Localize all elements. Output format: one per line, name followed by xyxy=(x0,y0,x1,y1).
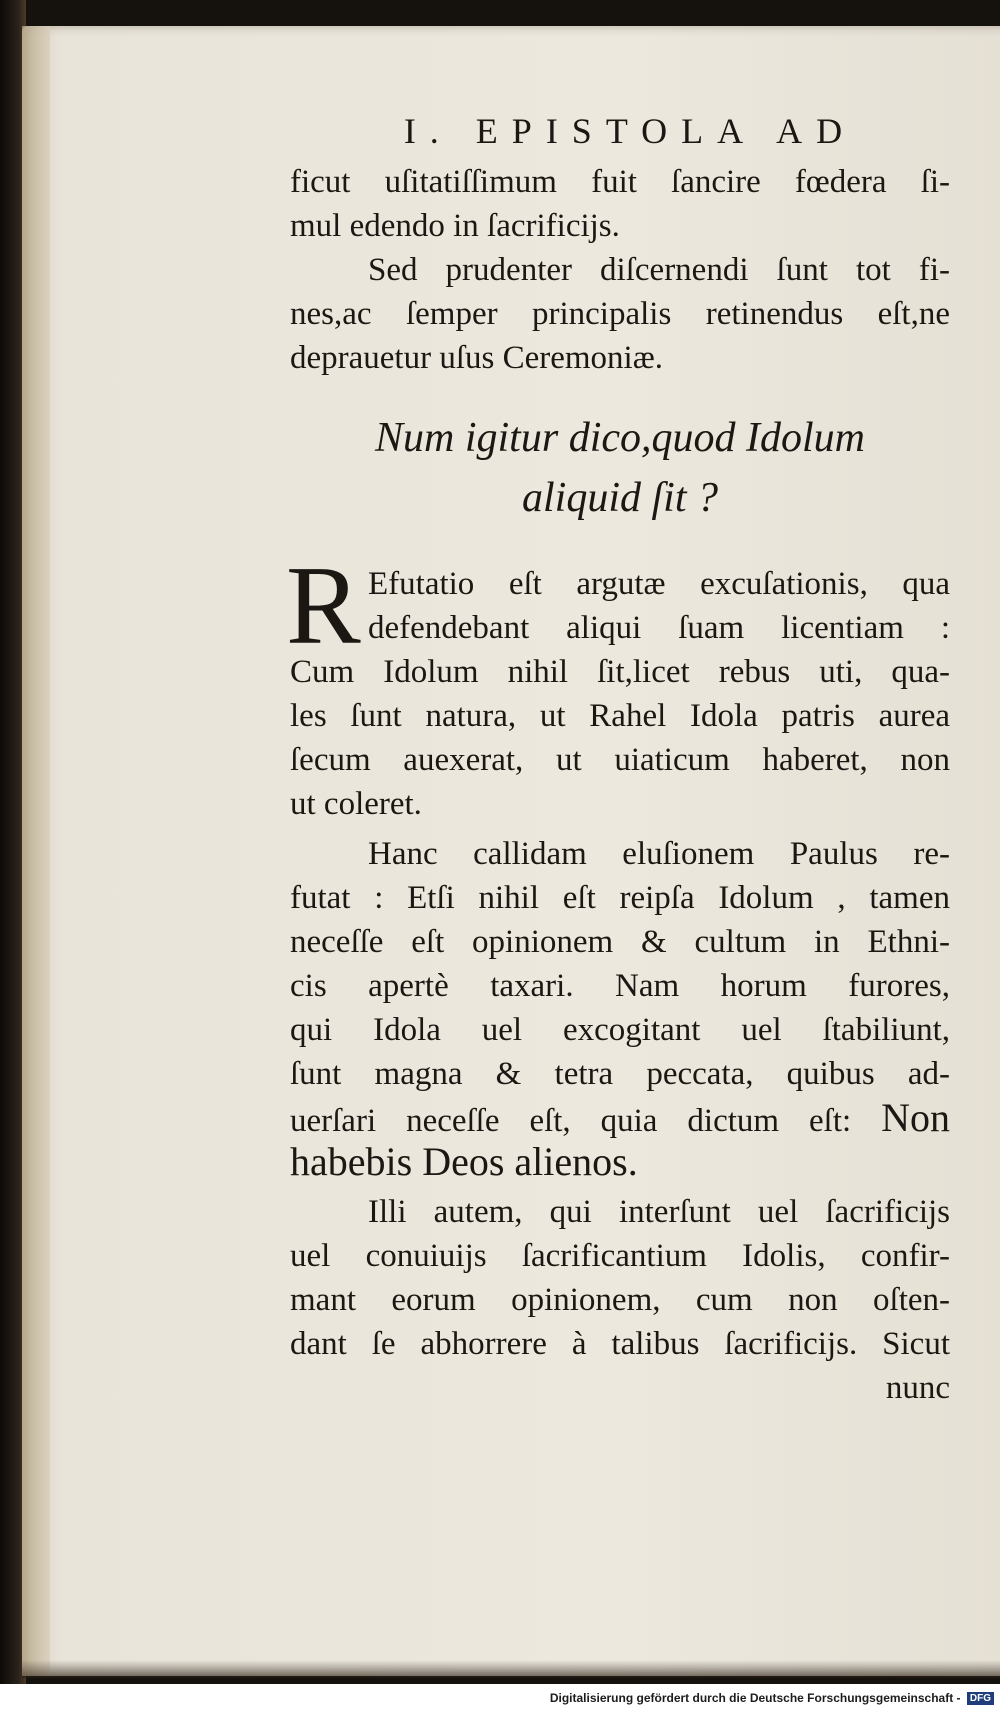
page-bottom-shadow xyxy=(22,1660,1000,1678)
catchword: nunc xyxy=(885,1370,950,1406)
page-text-block xyxy=(286,108,950,1410)
text-line: nes,ac ſemper principalis retinendus eſt,ne xyxy=(290,296,950,332)
paragraph-4 xyxy=(290,832,950,1184)
paragraph-5 xyxy=(290,1190,950,1410)
page-gutter xyxy=(22,26,50,1676)
text-line: deprauetur uſus Ceremoniæ. xyxy=(290,340,663,376)
text-line: Efutatio eſt argutæ excuſationis, qua xyxy=(368,566,950,602)
paragraph-2 xyxy=(290,248,950,380)
text-line: les ſunt natura, ut Rahel Idola patris aurea xyxy=(290,698,950,734)
text-line: Cum Idolum nihil ſit,licet rebus uti, qua- xyxy=(290,654,950,690)
text-line: Illi autem, qui interſunt uel ſacrificijs xyxy=(368,1194,950,1230)
text-line: defendebant aliqui ſuam licentiam : xyxy=(368,610,950,646)
text-line: Sed prudenter diſcernendi ſunt tot fi- xyxy=(368,252,950,288)
footer-credit xyxy=(550,1691,994,1705)
paragraph-1 xyxy=(290,160,950,248)
text-line: Hanc callidam eluſionem Paulus re- xyxy=(368,836,950,872)
text-line: mul edendo in ſacrificijs. xyxy=(290,208,620,244)
text-line: ficut uſitatiſſimum fuit ſancire fœdera ſi- xyxy=(290,164,950,200)
quotation-line: habebis Deos alienos. xyxy=(290,1139,638,1184)
text-line: ſunt magna & tetra peccata, quibus ad- xyxy=(290,1056,950,1092)
text-span: uerſari neceſſe eſt, quia dictum eſt: xyxy=(290,1103,852,1139)
text-line: uel conuiuijs ſacrificantium Idolis, confir- xyxy=(290,1238,950,1274)
text-line: cis apertè taxari. Nam horum furores, xyxy=(290,968,950,1004)
footer-credit-text: Digitalisierung gefördert durch die Deutsche Forschungsgemeinschaft - xyxy=(549,1690,961,1705)
text-line: ut coleret. xyxy=(290,786,422,822)
paragraph-3 xyxy=(286,544,950,826)
running-head: I. EPISTOLA AD xyxy=(403,111,857,151)
heading-line: Num igitur dico,quod Idolum xyxy=(375,415,865,461)
quotation-start: Non xyxy=(881,1095,950,1140)
heading-line: aliquid ſit ? xyxy=(521,475,718,521)
text-line: futat : Etſi nihil eſt reipſa Idolum , tamen xyxy=(290,880,950,916)
footer-bar xyxy=(0,1684,1000,1710)
text-line xyxy=(290,1096,950,1140)
text-line: qui Idola uel excogitant uel ſtabiliunt, xyxy=(290,1012,950,1048)
text-line: dant ſe abhorrere à talibus ſacrificijs. Sicut xyxy=(290,1326,950,1362)
drop-capital: R xyxy=(286,544,361,668)
dfg-logo: DFG xyxy=(967,1692,994,1705)
section-heading xyxy=(290,408,950,528)
text-line: neceſſe eſt opinionem & cultum in Ethni- xyxy=(290,924,950,960)
text-line: ſecum auexerat, ut uiaticum haberet, non xyxy=(290,742,950,778)
text-line: mant eorum opinionem, cum non oſten- xyxy=(290,1282,950,1318)
